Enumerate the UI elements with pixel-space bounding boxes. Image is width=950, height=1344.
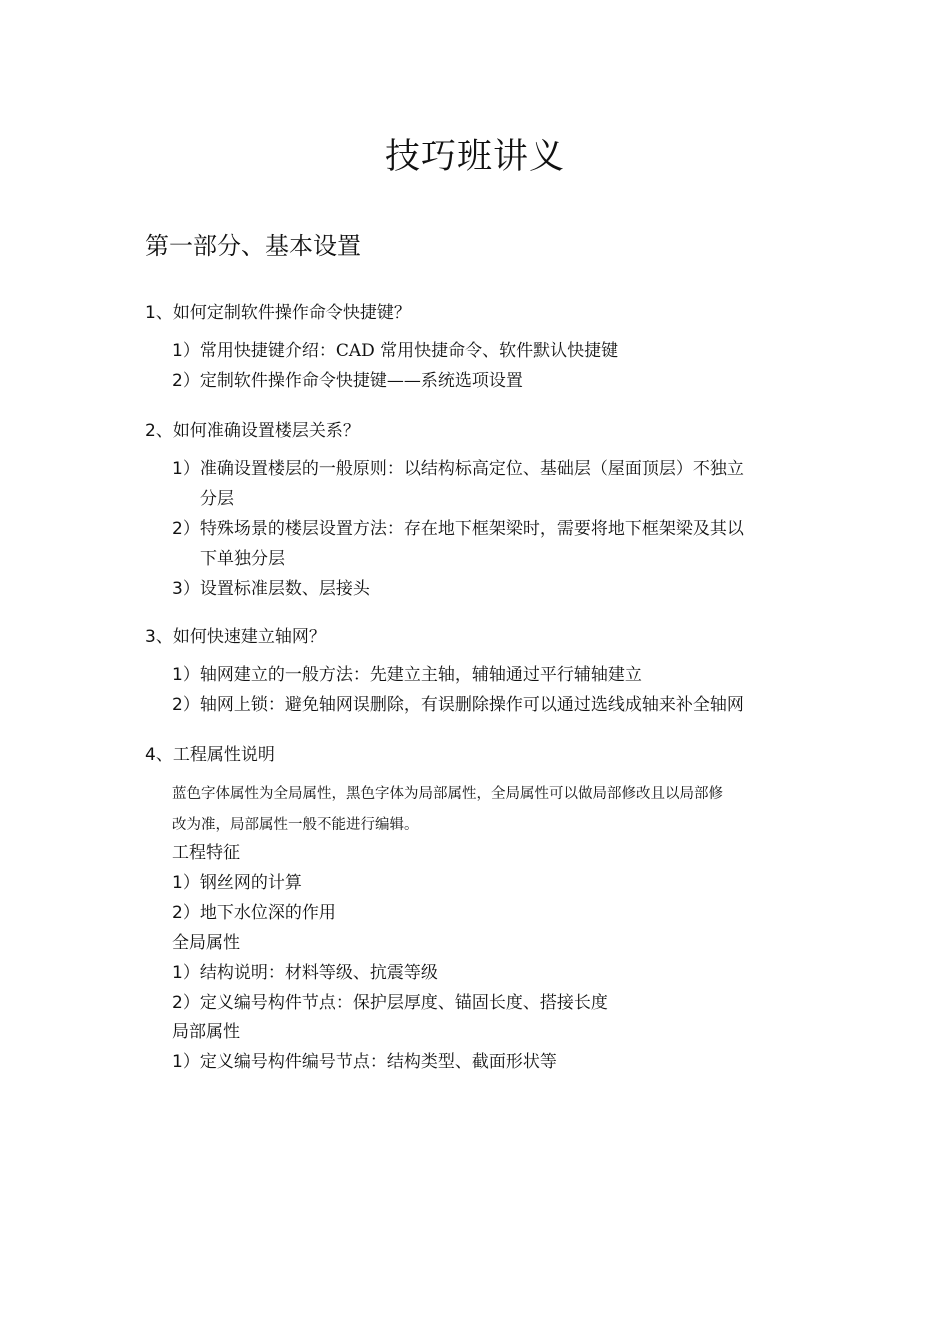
item-number: 1） <box>172 665 200 685</box>
section-2-item-1-continuation: 分层 <box>200 489 234 509</box>
item-text: 结构说明：材料等级、抗震等级 <box>199 963 438 983</box>
section-2-item-3 <box>172 574 812 604</box>
item-text: 轴网上锁：避免轴网误删除，有误删除操作可以通过选线成轴来补全轴网 <box>199 695 744 715</box>
section-2-heading: 2、如何准确设置楼层关系？ <box>145 421 360 441</box>
group-title-global-attributes: 全局属性 <box>172 933 240 953</box>
item-text: 地下水位深的作用 <box>199 903 336 923</box>
section-2-item-2-continuation: 下单独分层 <box>200 549 285 569</box>
item-number: 1） <box>172 341 200 361</box>
item-text: 轴网建立的一般方法：先建立主轴，辅轴通过平行辅轴建立 <box>199 665 642 685</box>
item-text: 钢丝网的计算 <box>199 873 302 893</box>
section-3-item-2 <box>172 690 812 720</box>
project-features-item-1 <box>172 868 812 898</box>
section-1-heading: 1、如何定制软件操作命令快捷键？ <box>145 303 411 323</box>
group-title-project-features: 工程特征 <box>172 843 240 863</box>
document-title: 技巧班讲义 <box>384 137 565 177</box>
project-features-item-2 <box>172 898 812 928</box>
global-attributes-item-2 <box>172 988 812 1018</box>
item-text: 定义编号构件节点：保护层厚度、锚固长度、搭接长度 <box>199 993 608 1013</box>
part-heading: 第一部分、基本设置 <box>145 232 361 260</box>
item-number: 1） <box>172 1052 200 1072</box>
item-number: 1） <box>172 873 200 893</box>
item-number: 3） <box>172 579 200 599</box>
item-number: 2） <box>172 695 200 715</box>
section-3-item-1 <box>172 660 812 690</box>
section-2-item-2 <box>172 514 812 544</box>
section-3-heading: 3、如何快速建立轴网？ <box>145 627 326 647</box>
section-1-item-2 <box>172 366 812 396</box>
section-2-item-1 <box>172 454 812 484</box>
section-1-item-1 <box>172 336 812 366</box>
group-title-local-attributes: 局部属性 <box>172 1022 240 1042</box>
item-text: 特殊场景的楼层设置方法：存在地下框架梁时，需要将地下框架梁及其以 <box>199 519 744 539</box>
section-4-note-line-2: 改为准，局部属性一般不能进行编辑。 <box>172 817 419 833</box>
item-text: 定制软件操作命令快捷键——系统选项设置 <box>199 371 523 391</box>
item-text: 设置标准层数、层接头 <box>199 579 370 599</box>
item-text: 常用快捷键介绍：CAD 常用快捷命令、软件默认快捷键 <box>199 341 619 361</box>
item-number: 1） <box>172 963 200 983</box>
item-number: 1） <box>172 459 200 479</box>
item-number: 2） <box>172 993 200 1013</box>
item-number: 2） <box>172 903 200 923</box>
section-4-heading: 4、工程属性说明 <box>145 745 275 765</box>
global-attributes-item-1 <box>172 958 812 988</box>
item-text: 定义编号构件编号节点：结构类型、截面形状等 <box>199 1052 557 1072</box>
local-attributes-item-1 <box>172 1047 812 1077</box>
section-4-note-line-1: 蓝色字体属性为全局属性，黑色字体为局部属性，全局属性可以做局部修改且以局部修 <box>172 786 723 802</box>
item-number: 2） <box>172 371 200 391</box>
item-number: 2） <box>172 519 200 539</box>
item-text: 准确设置楼层的一般原则：以结构标高定位、基础层（屋面顶层）不独立 <box>199 459 744 479</box>
